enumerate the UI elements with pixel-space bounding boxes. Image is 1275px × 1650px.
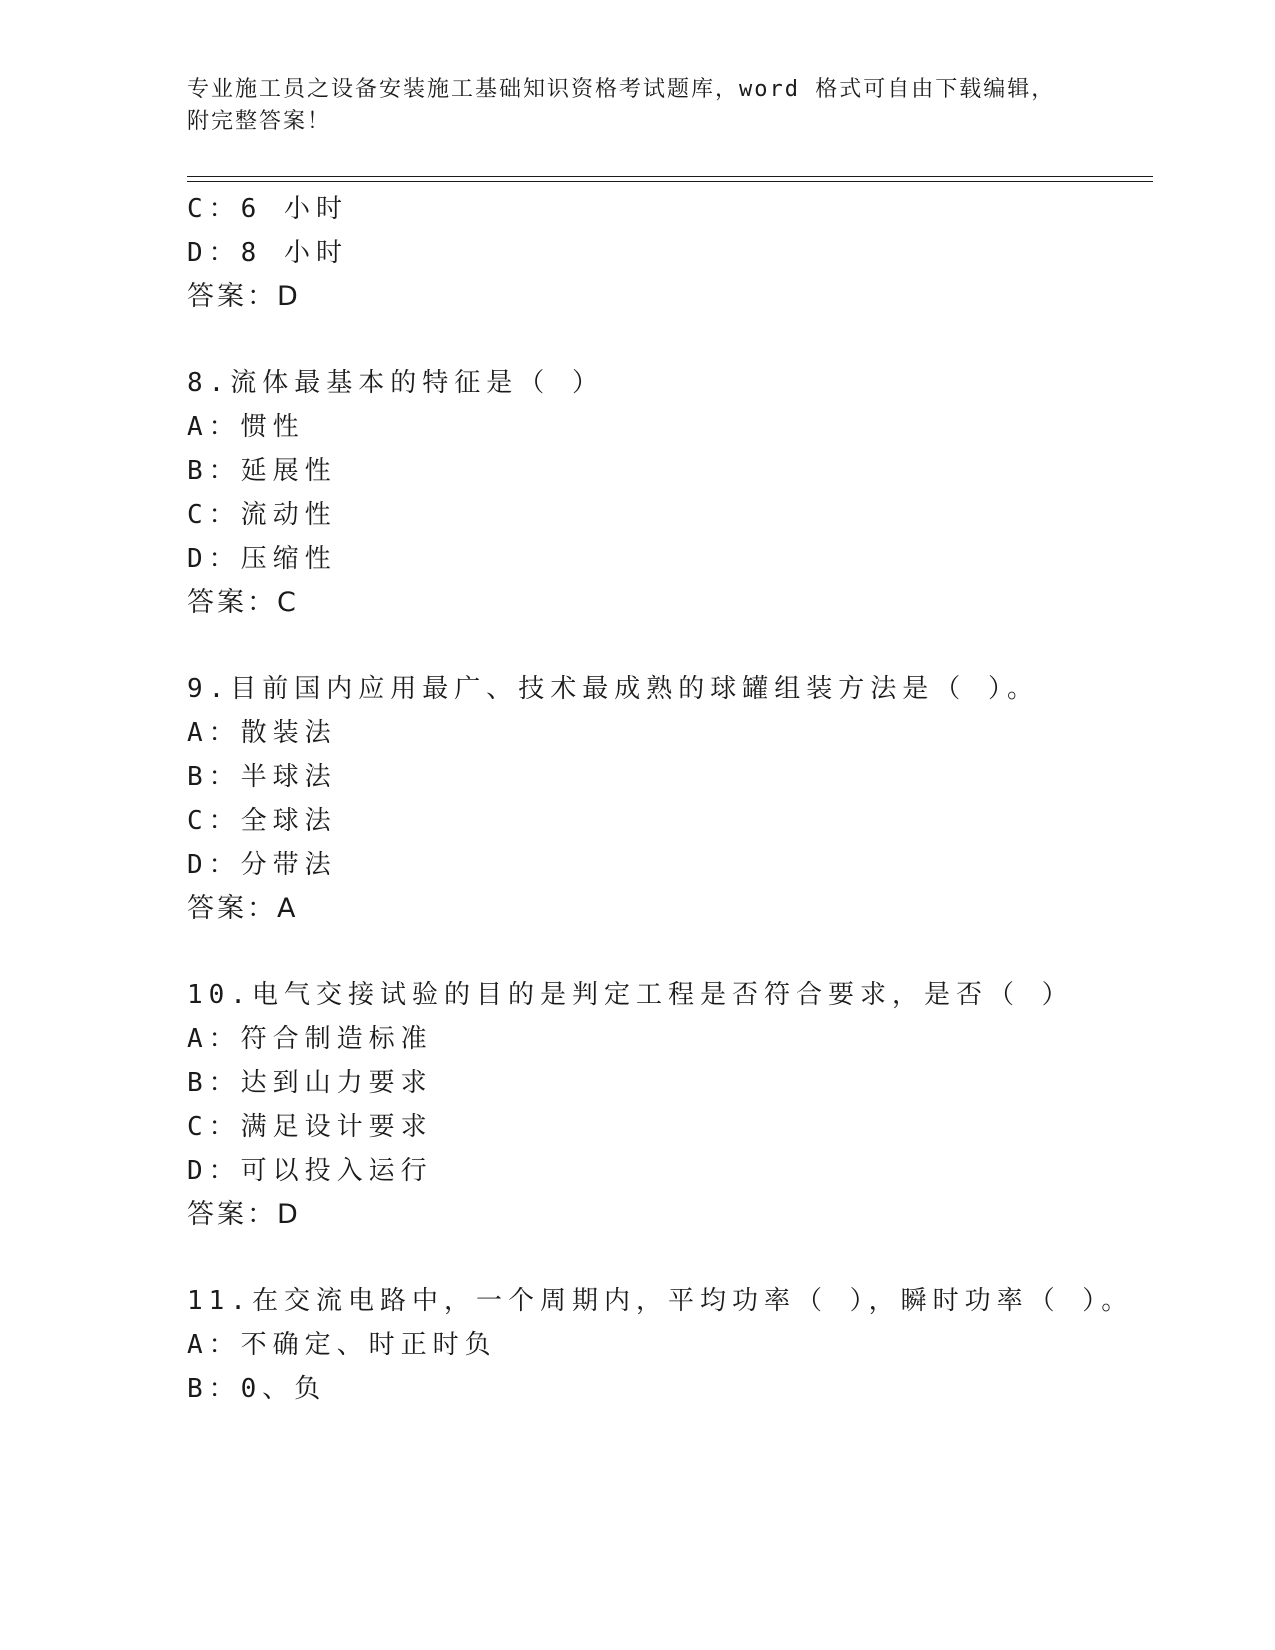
question-stem-8: 8.流体最基本的特征是（ ） [187,368,604,398]
answer-prev: 答案：D [187,281,301,312]
option-d-prev: D：8 小时 [187,238,348,268]
question-9-answer: 答案：A [187,893,299,924]
header-divider-bottom [187,181,1153,182]
question-9-option-d: D：分带法 [187,850,337,880]
question-10-option-a: A：符合制造标准 [187,1024,433,1054]
question-stem-10: 10.电气交接试验的目的是判定工程是否符合要求，是否（ ） [187,980,1074,1010]
question-9-option-a: A：散装法 [187,718,337,748]
document-header: 专业施工员之设备安装施工基础知识资格考试题库，word 格式可自由下载编辑，附完整答案！ [187,77,1056,134]
option-c-prev: C：6 小时 [187,194,348,224]
question-8-answer: 答案：C [187,587,299,618]
question-11-option-a: A：不确定、时正时负 [187,1330,497,1360]
question-10-option-d: D：可以投入运行 [187,1156,433,1186]
question-10-answer: 答案：D [187,1199,301,1230]
question-9-option-b: B：半球法 [187,762,337,792]
question-8-option-b: B：延展性 [187,456,337,486]
question-11-option-b: B：0、负 [187,1374,327,1404]
header-divider-top [187,176,1153,177]
question-stem-11: 11.在交流电路中，一个周期内，平均功率（ ），瞬时功率（ ）。 [187,1286,1134,1316]
question-10-option-b: B：达到山力要求 [187,1068,433,1098]
question-10-option-c: C：满足设计要求 [187,1112,433,1142]
question-stem-9: 9.目前国内应用最广、技术最成熟的球罐组装方法是（ ）。 [187,674,1039,704]
question-8-option-d: D：压缩性 [187,544,337,574]
question-8-option-c: C：流动性 [187,500,337,530]
question-9-option-c: C：全球法 [187,806,337,836]
question-8-option-a: A：惯性 [187,412,305,442]
